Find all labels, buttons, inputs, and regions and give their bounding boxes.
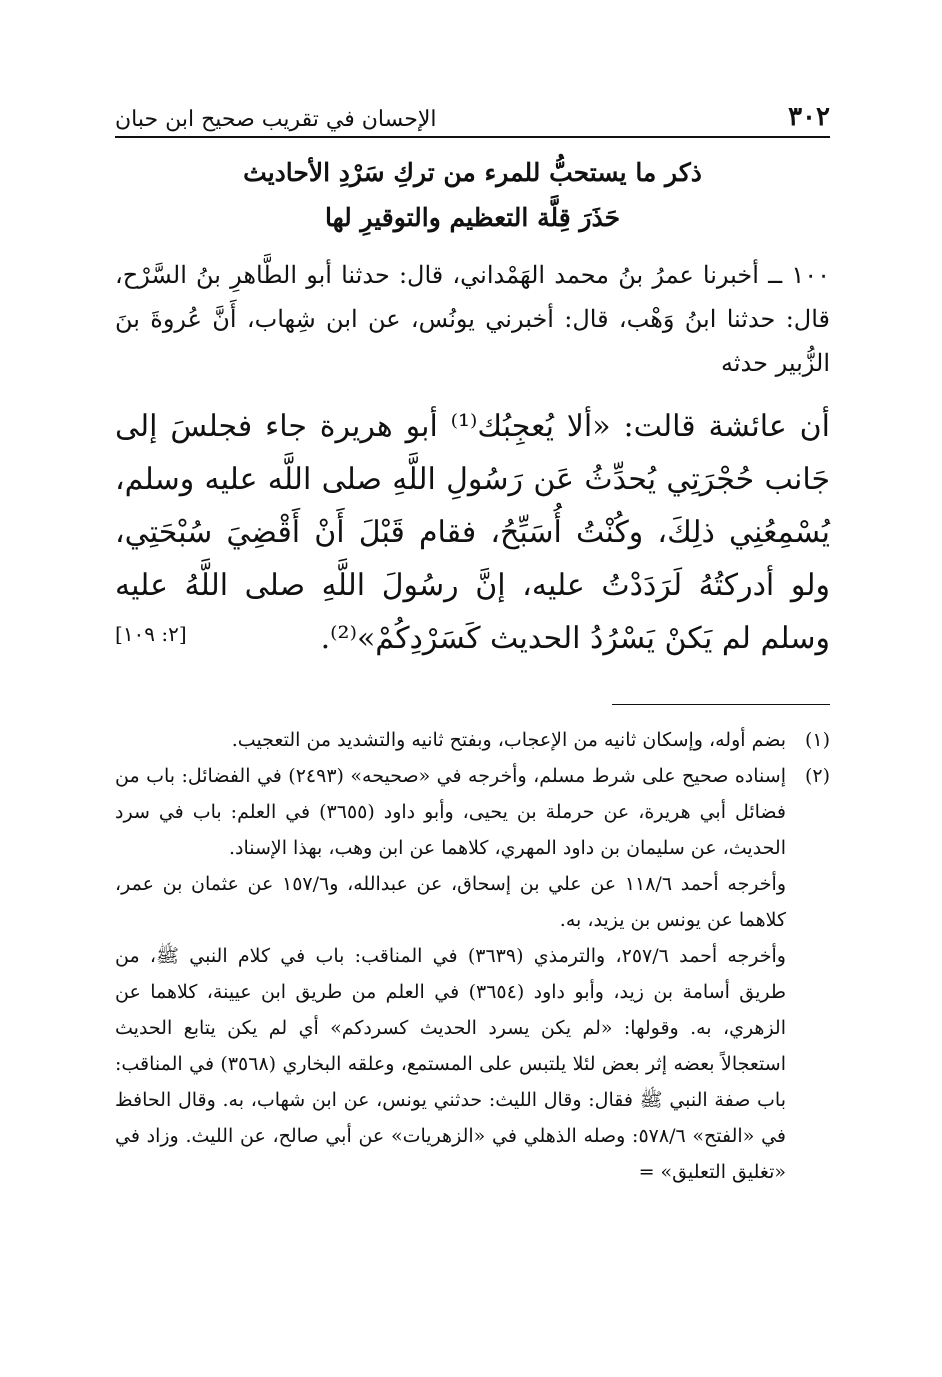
page-header [115, 92, 830, 138]
hadith-isnad: ١٠٠ ــ أخبرنا عمرُ بنُ محمد الهَمْداني، قال: حدثنا أبو الطَّاهرِ بنُ السَّرْح، قال: حدثنا ابنُ وَهْب، قال: أخبرني يونُس، عن ابن شِهاب، أَنَّ عُروةَ بنَ الزُّبير حدثه [115, 261, 830, 377]
hadith-matn-text: أن عائشة قالت: «ألا يُعجِبُك⁽¹⁾ أبو هريرة جاء فجلسَ إلى جَانب حُجْرَتِي يُحدِّثُ عَن رَسُولِ اللَّهِ صلى اللَّه عليه وسلم، يُسْمِعُنِي ذلِكَ، وكُنْتُ أُسَبِّحُ، فقام قَبْلَ أَنْ أَقْضِيَ سُبْحَتِي، ولو أدركتُهُ لَرَدَدْتُ عليه، إنَّ رسُولَ اللَّهِ صلى اللَّهُ عليه وسلم لم يَكنْ يَسْرُدُ الحديث كَسَرْدِكُمْ»⁽²⁾. [115, 409, 830, 656]
footnote-number: (١) [804, 729, 830, 751]
hadith-matn [115, 400, 830, 665]
section-title-line-1: ذكر ما يستحبُّ للمرء من تركِ سَرْدِ الأحاديث [243, 158, 702, 187]
footnotes [115, 722, 830, 1190]
footnote-paragraph: إسناده صحيح على شرط مسلم، وأخرجه في «صحيحه» (٢٤٩٣) في الفضائل: باب من فضائل أبي هريرة، عن حرملة بن يحيى، وأبو داود (٣٦٥٥) في العلم: باب في سرد الحديث، عن سليمان بن داود المهري، كلاهما عن ابن وهب، بهذا الإسناد. [115, 765, 786, 859]
footnote-divider [612, 704, 830, 705]
footnote-1 [115, 722, 830, 758]
section-title [115, 150, 830, 240]
footnote-body [115, 758, 786, 1190]
footnote-2 [115, 758, 830, 1190]
footnote-paragraph: وأخرجه أحمد ١١٨/٦ عن علي بن إسحاق، عن عبدالله، و١٥٧/٦ عن عثمان بن عمر، كلاهما عن يونس بن يزيد، به. [115, 873, 786, 931]
book-title: الإحسان في تقريب صحيح ابن حبان [115, 107, 437, 132]
page-number: ٣٠٢ [788, 102, 830, 132]
footnote-body [115, 722, 786, 758]
hadith-reference: [٢: ١٠٩] [115, 622, 187, 646]
footnote-number: (٢) [804, 765, 830, 787]
footnote-paragraph: بضم أوله، وإسكان ثانيه من الإعجاب، وبفتح ثانيه والتشديد من التعجيب. [231, 729, 786, 751]
footnote-paragraph: وأخرجه أحمد ٢٥٧/٦، والترمذي (٣٦٣٩) في المناقب: باب في كلام النبي ﷺ، من طريق أسامة بن زيد، وأبو داود (٣٦٥٤) في العلم من طريق ابن عيينة، كلاهما عن الزهري، به. وقولها: «لم يكن يسرد الحديث كسردكم» أي لم يكن يتابع الحديث استعجالاً بعضه إثر بعض لئلا يلتبس على المستمع، وعلقه البخاري (٣٥٦٨) في المناقب: باب صفة النبي ﷺ فقال: وقال الليث: حدثني يونس، عن ابن شهاب، به. وقال الحافظ في «الفتح» ٥٧٨/٦: وصله الذهلي في «الزهريات» عن أبي صالح، عن الليث. وزاد في «تغليق التعليق» = [115, 945, 786, 1183]
section-title-line-2: حَذَرَ قِلَّة التعظيم والتوقيرِ لها [324, 203, 621, 232]
